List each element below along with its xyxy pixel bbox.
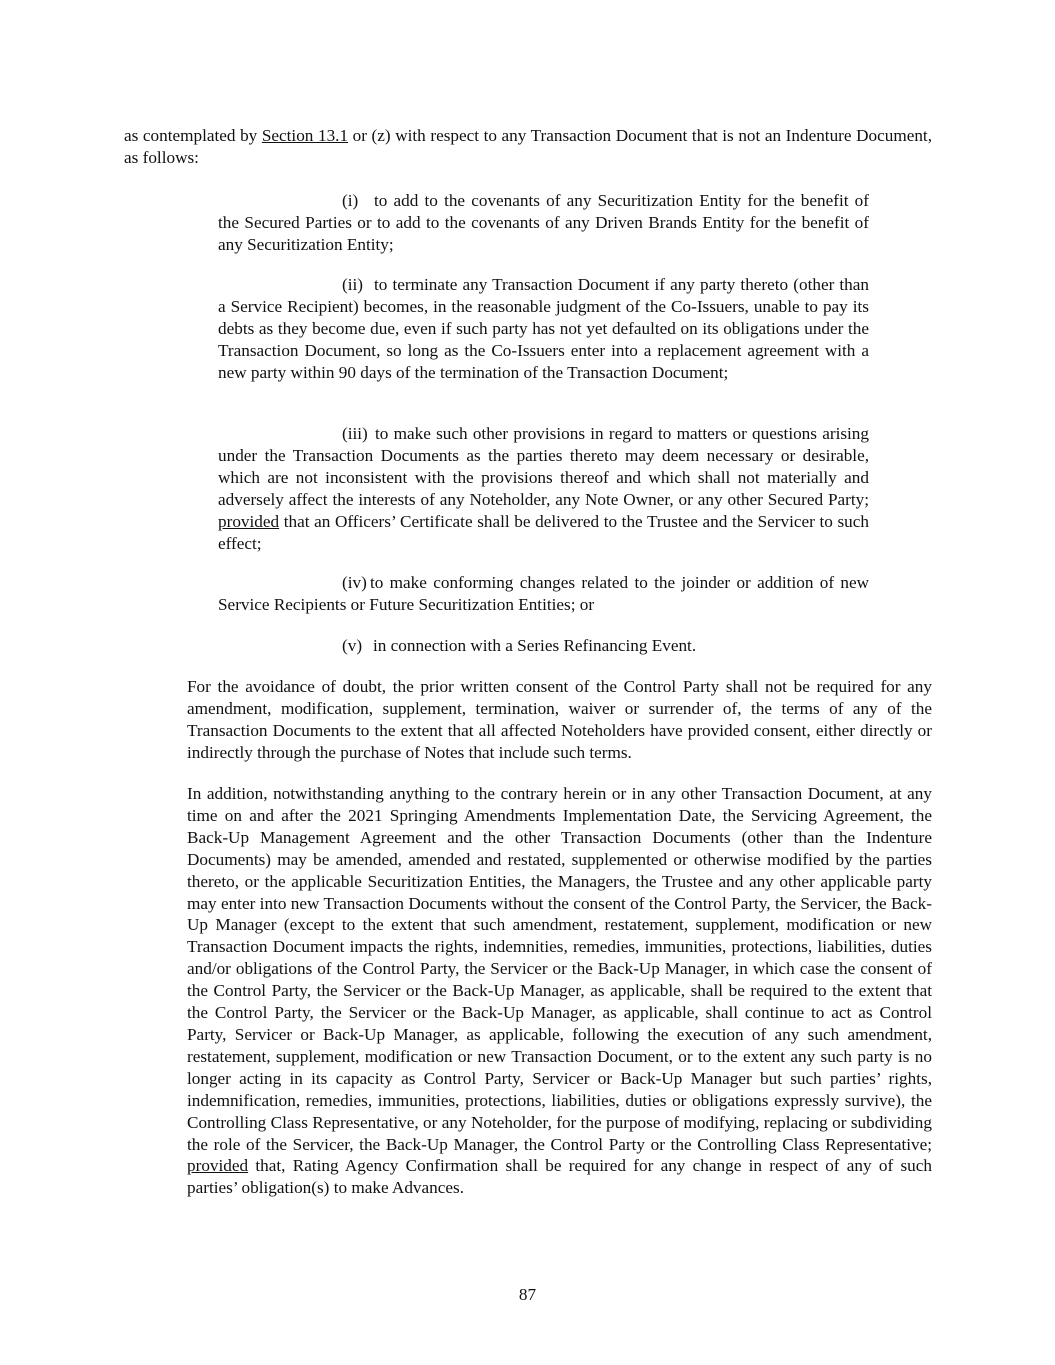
addition-paragraph: In addition, notwithstanding anything to the contrary herein or in any other Transaction Document, at any time on and after the 2021 Springing Amendments Implementation Date, the Servicing Agreement, the Back-Up Management Agreement and the other Transaction Documents (other than the Indenture Documents) may be amended, amended and restated, supplemented or otherwise modified by the parties thereto, or the applicable Securitization Entities, the Managers, the Trustee and any other applicable party may enter into new Transaction Documents without the consent of the Control Party, the Servicer, the Back-Up Manager (except to the extent that such amendment, restatement, supplement, modification or new Transaction Document impacts the rights, indemnities, remedies, immunities, protections, liabilities, duties and/or obligations of the Control Party, the Servicer or the Back-Up Manager, in which case the consent of the Control Party, the Servicer or the Back-Up Manager, as applicable, shall be required to the extent that the Control Party, the Servicer or the Back-Up Manager, as applicable, shall continue to act as Control Party, Servicer or Back-Up Manager, as applicable, following the execution of any such amendment, restatement, supplement, modification or new Transaction Document, or to the extent any such party is no longer acting in its capacity as Control Party, Servicer or Back-Up Manager but such parties’ rights, indemnification, remedies, immunities, protections, liabilities, duties or obligations expressly survive), the Controlling Class Representative, or any Noteholder, for the purpose of modifying, replacing or subdividing the role of the Servicer, the Back-Up Manager, the Control Party or the Controlling Class Representative; provided that, Rating Agency Confirmation shall be required for any change in respect of any of such parties’ obligation(s) to make Advances. [187,784,932,1198]
intro-paragraph: as contemplated by Section 13.1 or (z) with respect to any Transaction Document that is not an Indenture Document, as follows: [124,126,932,167]
avoidance-paragraph: For the avoidance of doubt, the prior written consent of the Control Party shall not be required for any amendment, modification, supplement, termination, waiver or surrender of, the terms of any of the Transaction Documents to the extent that all affected Noteholders have provided consent, either directly or indirectly through the purchase of Notes that include such terms. [187,677,932,762]
item-number: (v) [342,636,363,655]
item-number: (ii) [342,275,363,294]
list-item: (ii) to terminate any Transaction Document if any party thereto (other than a Service Recipient) becomes, in the reasonable judgment of the Co-Issuers, unable to pay its debts as they become due, even if such party has not yet defaulted on its obligations under the Transaction Document, so long as the Co-Issuers enter into a replacement agreement with a new party within 90 days of the termination of the Transaction Document; [218,275,869,382]
section-reference: Section 13.1 [261,126,349,145]
list-item: (v) in connection with a Series Refinancing Event. [342,636,697,655]
list-item: (i) to add to the covenants of any Securitization Entity for the benefit of the Secured Parties or to add to the covenants of any Driven Brands Entity for the benefit of any Securitization Entity; [218,191,869,254]
list-item: (iv) to make conforming changes related to the joinder or addition of new Service Recipients or Future Securitization Entities; or [218,573,869,614]
list-item: (iii) to make such other provisions in regard to matters or questions arising under the Transaction Documents as the parties thereto may deem necessary or desirable, which are not inconsistent with the provisions thereof and which shall not materially and adversely affect the interests of any Noteholder, any Note Owner, or any other Secured Party; provided that an Officers’ Certificate shall be delivered to the Trustee and the Servicer to such effect; [218,424,869,553]
page-number: 87 [518,1285,537,1304]
item-number: (iii) [342,424,368,443]
item-number: (i) [342,191,359,210]
item-number: (iv) [342,573,367,592]
